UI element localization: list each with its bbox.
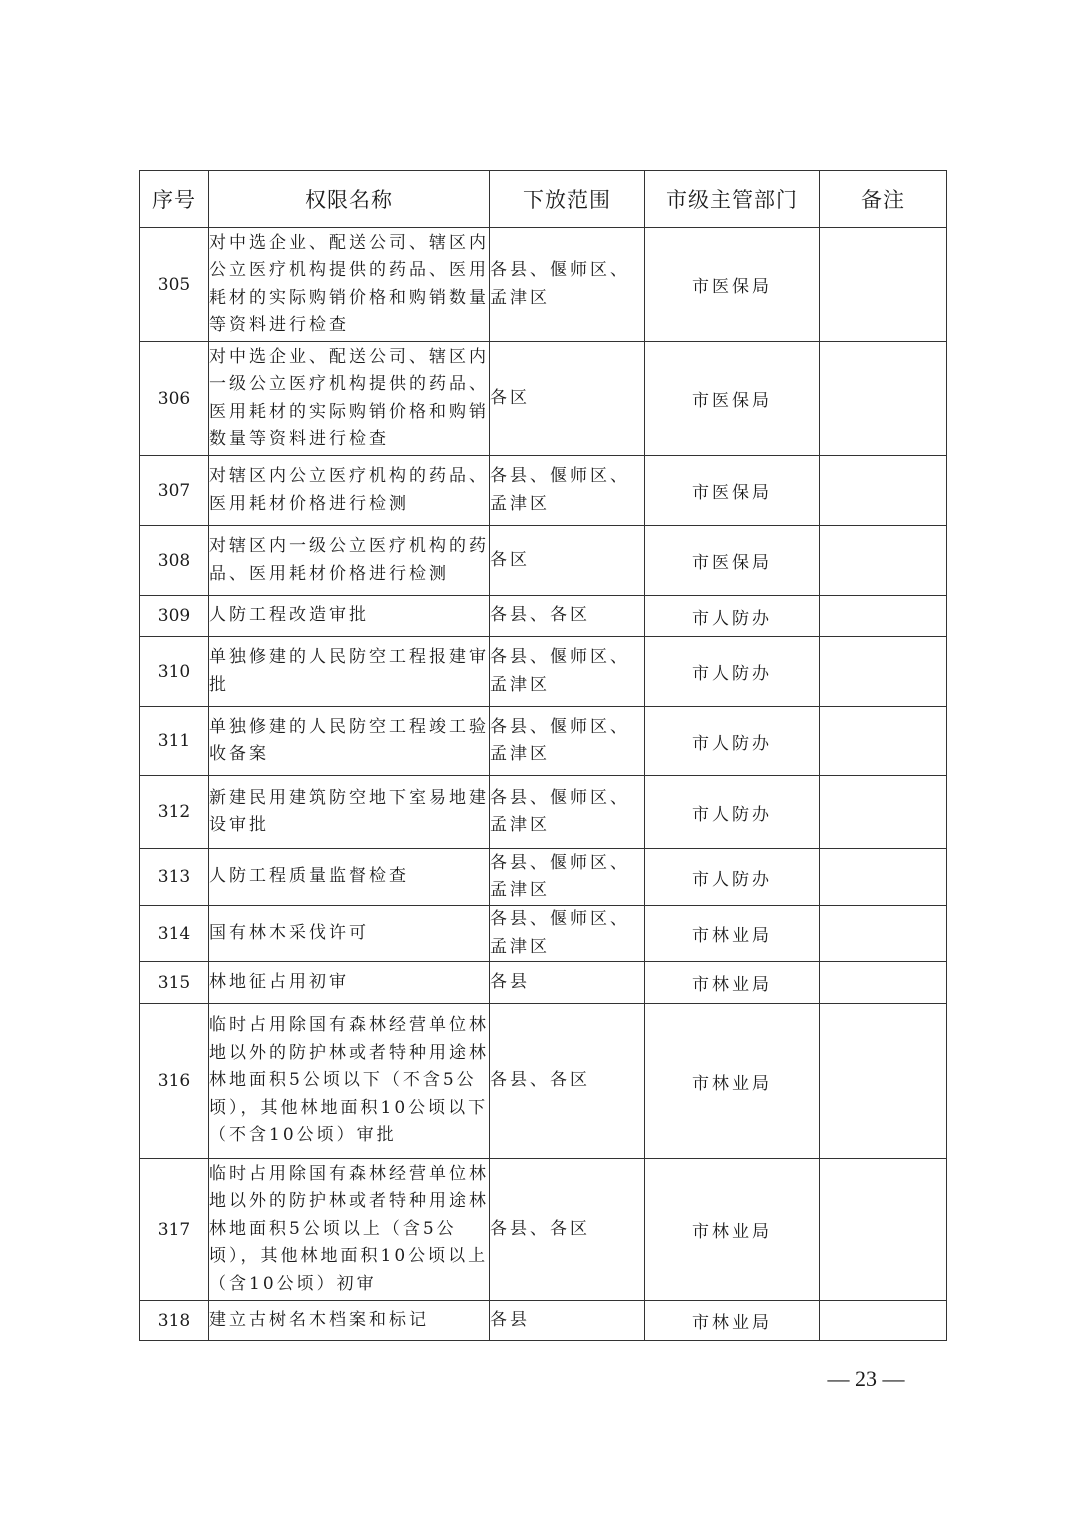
header-delegation-scope: 下放范围 — [490, 171, 645, 228]
row-permission-name: 对中选企业、配送公司、辖区内公立医疗机构提供的药品、医用耗材的实际购销价格和购销数量等资料进行检查 — [209, 228, 490, 342]
row-department: 市医保局 — [645, 456, 820, 526]
row-delegation-scope: 各县、偃师区、孟津区 — [490, 849, 645, 906]
row-permission-name: 建立古树名木档案和标记 — [209, 1301, 490, 1341]
row-permission-name: 临时占用除国有森林经营单位林地以外的防护林或者特种用途林林地面积5公顷以下（不含5公顷），其他林地面积10公顷以下（不含10公顷）审批 — [209, 1004, 490, 1159]
row-permission-name: 临时占用除国有森林经营单位林地以外的防护林或者特种用途林林地面积5公顷以上（含5公顷），其他林地面积10公顷以上（含10公顷）初审 — [209, 1159, 490, 1301]
row-delegation-scope: 各县、各区 — [490, 596, 645, 637]
table-row — [140, 776, 947, 849]
row-serial-number: 318 — [140, 1301, 209, 1341]
row-remarks — [820, 637, 947, 707]
row-permission-name: 新建民用建筑防空地下室易地建设审批 — [209, 776, 490, 849]
row-serial-number: 311 — [140, 707, 209, 776]
row-delegation-scope: 各区 — [490, 342, 645, 456]
row-serial-number: 310 — [140, 637, 209, 707]
row-permission-name: 人防工程质量监督检查 — [209, 849, 490, 906]
row-remarks — [820, 776, 947, 849]
row-delegation-scope: 各县、偃师区、孟津区 — [490, 228, 645, 342]
table-row — [140, 906, 947, 962]
row-delegation-scope: 各县、各区 — [490, 1004, 645, 1159]
row-permission-name: 对辖区内一级公立医疗机构的药品、医用耗材价格进行检测 — [209, 526, 490, 596]
row-permission-name: 对辖区内公立医疗机构的药品、医用耗材价格进行检测 — [209, 456, 490, 526]
row-remarks — [820, 1004, 947, 1159]
row-permission-name: 对中选企业、配送公司、辖区内一级公立医疗机构提供的药品、医用耗材的实际购销价格和购销数量等资料进行检查 — [209, 342, 490, 456]
row-remarks — [820, 342, 947, 456]
row-remarks — [820, 1159, 947, 1301]
row-department: 市医保局 — [645, 342, 820, 456]
header-remarks: 备注 — [820, 171, 947, 228]
row-department: 市林业局 — [645, 1159, 820, 1301]
permissions-table — [139, 170, 947, 1341]
row-department: 市医保局 — [645, 526, 820, 596]
row-permission-name: 人防工程改造审批 — [209, 596, 490, 637]
table-row — [140, 596, 947, 637]
row-serial-number: 316 — [140, 1004, 209, 1159]
table-row — [140, 1301, 947, 1341]
row-serial-number: 315 — [140, 962, 209, 1004]
header-serial-number: 序号 — [140, 171, 209, 228]
row-remarks — [820, 707, 947, 776]
row-serial-number: 317 — [140, 1159, 209, 1301]
table-row — [140, 1004, 947, 1159]
row-department: 市人防办 — [645, 596, 820, 637]
row-delegation-scope: 各县 — [490, 962, 645, 1004]
table-row — [140, 456, 947, 526]
row-serial-number: 306 — [140, 342, 209, 456]
row-serial-number: 314 — [140, 906, 209, 962]
row-delegation-scope: 各县、偃师区、孟津区 — [490, 456, 645, 526]
table-row — [140, 962, 947, 1004]
header-department: 市级主管部门 — [645, 171, 820, 228]
row-department: 市医保局 — [645, 228, 820, 342]
table-row — [140, 526, 947, 596]
table-row — [140, 637, 947, 707]
row-remarks — [820, 1301, 947, 1341]
row-remarks — [820, 456, 947, 526]
row-delegation-scope: 各县、各区 — [490, 1159, 645, 1301]
row-remarks — [820, 849, 947, 906]
row-remarks — [820, 526, 947, 596]
row-remarks — [820, 596, 947, 637]
row-delegation-scope: 各县、偃师区、孟津区 — [490, 707, 645, 776]
row-remarks — [820, 962, 947, 1004]
row-department: 市林业局 — [645, 1301, 820, 1341]
table-header-row — [140, 171, 947, 228]
row-delegation-scope: 各区 — [490, 526, 645, 596]
page-number: — 23 — — [827, 1366, 905, 1391]
row-serial-number: 305 — [140, 228, 209, 342]
row-serial-number: 307 — [140, 456, 209, 526]
row-delegation-scope: 各县、偃师区、孟津区 — [490, 637, 645, 707]
row-delegation-scope: 各县、偃师区、孟津区 — [490, 776, 645, 849]
row-department: 市人防办 — [645, 707, 820, 776]
row-department: 市林业局 — [645, 1004, 820, 1159]
row-permission-name: 单独修建的人民防空工程竣工验收备案 — [209, 707, 490, 776]
table-row — [140, 849, 947, 906]
header-permission-name: 权限名称 — [209, 171, 490, 228]
row-remarks — [820, 228, 947, 342]
row-serial-number: 313 — [140, 849, 209, 906]
row-department: 市林业局 — [645, 962, 820, 1004]
row-remarks — [820, 906, 947, 962]
row-serial-number: 308 — [140, 526, 209, 596]
row-permission-name: 单独修建的人民防空工程报建审批 — [209, 637, 490, 707]
row-department: 市人防办 — [645, 637, 820, 707]
row-department: 市林业局 — [645, 906, 820, 962]
row-permission-name: 国有林木采伐许可 — [209, 906, 490, 962]
row-permission-name: 林地征占用初审 — [209, 962, 490, 1004]
table-row — [140, 707, 947, 776]
row-delegation-scope: 各县、偃师区、孟津区 — [490, 906, 645, 962]
table-row — [140, 228, 947, 342]
row-department: 市人防办 — [645, 849, 820, 906]
row-delegation-scope: 各县 — [490, 1301, 645, 1341]
row-serial-number: 309 — [140, 596, 209, 637]
table-row — [140, 342, 947, 456]
row-department: 市人防办 — [645, 776, 820, 849]
row-serial-number: 312 — [140, 776, 209, 849]
table-row — [140, 1159, 947, 1301]
